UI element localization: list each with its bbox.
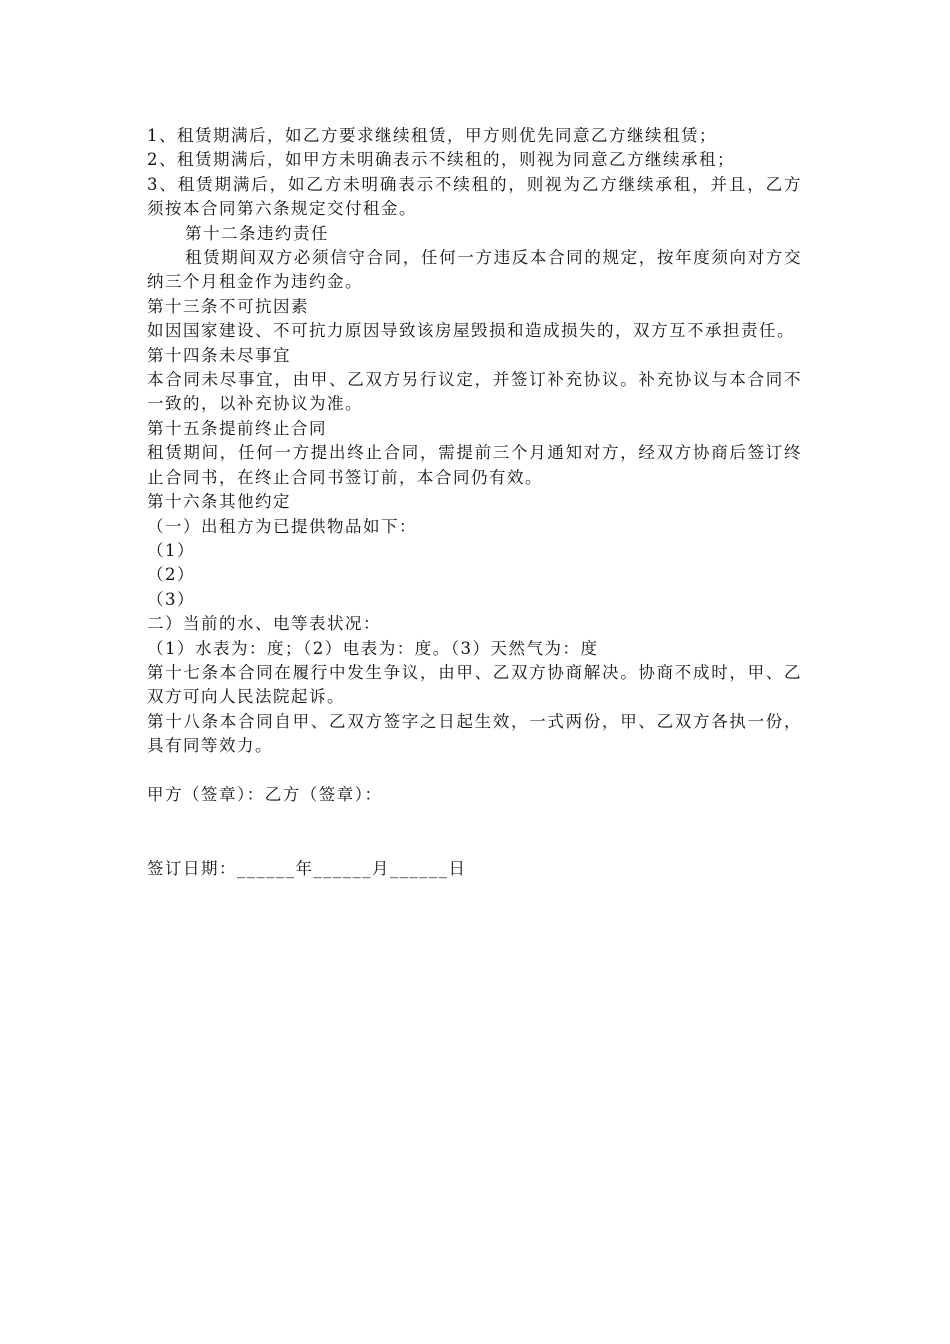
signing-date-line: 签订日期：______年______月______日 — [147, 858, 467, 878]
clause-12-title: 第十二条违约责任 — [185, 223, 329, 243]
clause-12-body: 租赁期间双方必须信守合同，任何一方违反本合同的规定，按年度须向对方交纳三个月租金作为违约金。 — [147, 248, 802, 292]
clause-16-item-2: （2） — [147, 565, 195, 585]
clause-16-item-1: （1） — [147, 540, 195, 560]
contract-text — [147, 124, 802, 881]
clause-15-body: 租赁期间，任何一方提出终止合同，需提前三个月通知对方，经双方协商后签订终止合同书，在终止合同书签订前，本合同仍有效。 — [147, 443, 802, 487]
clause-11-item-1: 1、租赁期满后，如乙方要求继续租赁，甲方则优先同意乙方继续租赁； — [147, 126, 717, 145]
clause-18: 第十八条本合同自甲、乙双方签字之日起生效，一式两份，甲、乙双方各执一份，具有同等效力。 — [147, 711, 802, 756]
clause-14-title: 第十四条未尽事宜 — [147, 345, 291, 365]
clause-11-item-3: 3、租赁期满后，如乙方未明确表示不续租的，则视为乙方继续承租，并且，乙方须按本合同第六条规定交付租金。 — [147, 174, 802, 219]
clause-13-title: 第十三条不可抗因素 — [147, 296, 309, 316]
clause-16-meters-heading: 二）当前的水、电等表状况： — [147, 614, 381, 634]
clause-17: 第十七条本合同在履行中发生争议，由甲、乙双方协商解决。协商不成时，甲、乙双方可向人民法院起诉。 — [147, 662, 802, 707]
clause-16-item-3: （3） — [147, 589, 195, 609]
clause-16-meters: （1）水表为：度；（2）电表为：度。（3）天然气为：度 — [147, 638, 599, 658]
clause-11-item-2: 2、租赁期满后，如甲方未明确表示不续租的，则视为同意乙方继续承租； — [147, 150, 735, 170]
clause-15-title: 第十五条提前终止合同 — [147, 418, 327, 438]
signature-line: 甲方（签章）：乙方（签章）： — [147, 784, 383, 804]
clause-14-body: 本合同未尽事宜，由甲、乙双方另行议定，并签订补充协议。补充协议与本合同不一致的，以补充协议为准。 — [147, 370, 802, 414]
clause-16-title: 第十六条其他约定 — [147, 492, 291, 512]
clause-16-items-heading: （一）出租方为已提供物品如下： — [147, 516, 417, 536]
clause-13-body: 如因国家建设、不可抗力原因导致该房屋毁损和造成损失的，双方互不承担责任。 — [147, 321, 795, 341]
spacer — [147, 759, 802, 783]
spacer — [147, 807, 802, 857]
